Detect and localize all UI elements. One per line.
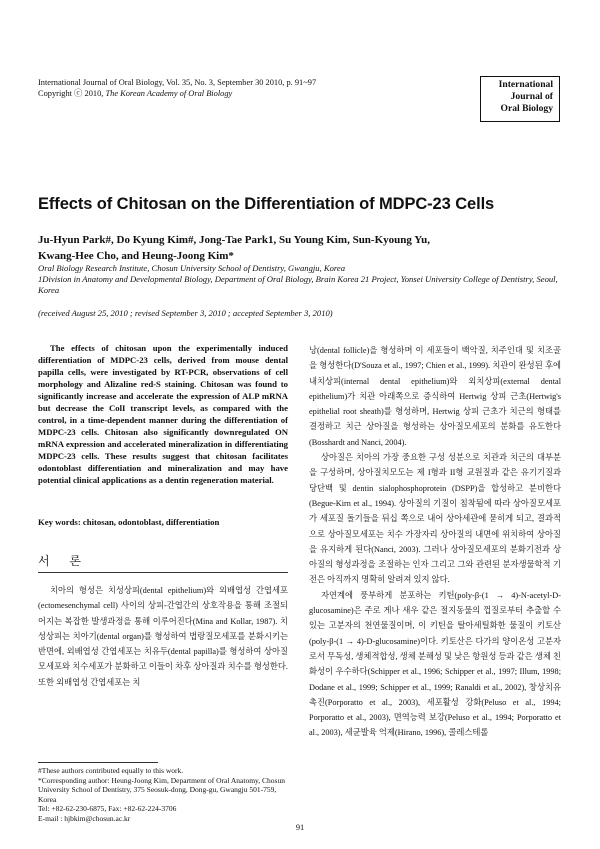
body-paragraph: 상아질은 치아의 가장 중요한 구성 성분으로 치관과 치근의 대부분을 구성하며, 상아질치모도는 제 I형과 II형 교원질과 같은 유기기질과 당단백 및 dentin sialophosphoprotein (DSPP)을 합성하고 분비한다(Begue-Kirn et al., 1994). 상아질의 기질이 침착됨에 따라 상아질모세포가 세포질 돌기들을 뒤십 쪽으로 내어 상아세관에 묻히게 되고, 결과적으로 상아질모세포는 치수 가장자리 상아질의 내면에 위치하여 상아질을 유지하게 된다(Nanci, 2003). 그러나 상아질모세포의 분화기전과 상아질의 형성과정을 조절하는 인자 그리고 그와 관련된 분자생물학적 기전은 아직까지 명확히 알려져 있지 않다. bbox=[309, 453, 561, 585]
footnote: Tel: +82-62-230-6875, Fax: +82-62-224-3706 bbox=[38, 804, 177, 814]
intro-right-column bbox=[309, 343, 561, 741]
footnote: *Corresponding author: Heung-Joong Kim, Department of Oral Anatomy, Chosun University School of Dentistry, 375 Seosuk-dong, Dong-gu, Gwangju 501-759, Korea bbox=[38, 775, 285, 804]
journal-box-line: International bbox=[498, 79, 553, 90]
journal-header bbox=[38, 77, 316, 99]
keywords: Key words: chitosan, odontoblast, differentiation bbox=[38, 517, 220, 527]
copyright-prefix: Copyright ⓒ 2010, bbox=[38, 89, 106, 98]
received-dates: (received August 25, 2010 ; revised September 3, 2010 ; accepted September 3, 2010) bbox=[38, 308, 333, 318]
footnote: #These authors contributed equally to this work. bbox=[38, 766, 184, 775]
copyright-line bbox=[38, 88, 316, 99]
journal-citation: International Journal of Oral Biology, Vol. 35, No. 3, September 30 2010, p. 91~97 bbox=[38, 78, 317, 87]
copyright-society: The Korean Academy of Oral Biology bbox=[105, 89, 233, 98]
affiliation: Oral Biology Research Institute, Chosun University School of Dentistry, Gwangju, Korea bbox=[38, 263, 346, 273]
affiliation: 1Division in Anatomy and Developmental Biology, Department of Oral Biology, Brain Korea 21 Project, Yonsei University College of Dentistry, Seoul, Korea bbox=[38, 274, 558, 296]
author-list bbox=[38, 232, 568, 264]
body-paragraph: 낭(dental follicle)을 형성하며 이 세포들이 백악질, 치주인대 및 치조골을 형성한다(D'Souza et al., 1997; Chien et al., 1999). 치관이 완성된 후에 내치상피(internal dental epithelium)와 외치상피(external dental epithelium)가 치관 아래쪽으로 증식하여 Hertwig 상피 근초(Hertwig's epithelial root sheath)를 형성하며, Hertwig 상피 근초가 치근의 형태를 결정하고 치근 상아질을 형성하는 상아질모세포의 분화를 유도한다(Bosshardt and Nanci, 2004). bbox=[309, 346, 561, 447]
footnote-email: E-mail : hjbkim@chosun.ac.kr bbox=[38, 813, 131, 823]
page-number: 91 bbox=[295, 823, 305, 832]
section-rule bbox=[38, 572, 288, 573]
footnotes bbox=[38, 766, 288, 824]
authors-line: Kwang-Hee Cho, and Heung-Joong Kim* bbox=[38, 250, 234, 262]
affiliations bbox=[38, 263, 568, 297]
body-paragraph: 자연계에 풍부하게 분포하는 키틴(poly-β-(1 → 4)-N-acetyl-D-glucosamine)은 주로 게나 새우 같은 절지동물의 껍질로부터 추출할 수 있는 고분자의 천연물질이며, 이 키틴을 탈아세틸화한 물질이 키토산(poly-β-(1 → 4)-D-glucosamine)이다. 키토산은 다가의 양이온성 고분자로서 무독성, 생체적합성, 생체 분해성 및 낮은 항원성 등과 같은 생체 친화성이 우수하다(Schipper et al., 1996; Schipper et al., 1997; Illum, 1998; Dodane et al., 1999; Schipper et al., 1999; Ranaldi et al., 2002), 창상치유 촉진(Porporatto et al., 2003), 세포활성 강화(Peluso et al., 1994; Porporatto et al., 2003), 면역능력 보강(Peluso et al., 1994; Porporatto et al., 2003), 세균발육 억제(Hirano, 1996), 콜레스테롤 bbox=[309, 590, 561, 738]
footnote-rule bbox=[38, 762, 158, 763]
journal-box-line: Oral Biology bbox=[500, 103, 553, 114]
body-paragraph: 치아의 형성은 치성상피(dental epithelium)와 외배엽성 간엽세포(ectomesenchymal cell) 사이의 상피-간엽간의 상호작용을 통해 조절되어지는 복잡한 발생과정을 통해 이루어진다(Mina and Kollar, 1987). 치성상피는 치아기(dental organ)를 형성하여 법랑질모세포를 분화시키는 반면에, 외배엽성 간엽세포는 치유두(dental papilla)를 형성하여 상아질모세포와 치수세포가 분화하고 이들이 차후 상아질과 치수를 형성한다. 또한 외배엽성 간엽세포는 치 bbox=[38, 586, 288, 687]
paper-title: Effects of Chitosan on the Differentiation of MDPC-23 Cells bbox=[38, 195, 495, 213]
section-heading: 서 론 bbox=[38, 554, 89, 568]
journal-name-box bbox=[480, 76, 560, 122]
abstract: The effects of chitosan upon the experimentally induced differentiation of MDPC-23 cells, derived from mouse dental papilla cells, were investigated by RT-PCR, observations of cell morphology and Alizaline red-S staining. Chitosan was found to significantly increase and accelerate the expression of ALP mRNA but decrease the ColI transcript levels, as compared with the control, in a time-dependent manner during the differentiation of MDPC-23 cells. Chitosan also significantly downregulated ON mRNA expression and accelerated mineralization in differentiating MDPC-23 cells. These results suggest that chitosan facilitates odontoblast differentiation and mineralization and may have potential clinical applications as a dentin regeneration material. bbox=[38, 343, 288, 485]
intro-left-column bbox=[38, 583, 288, 690]
journal-box-line: Journal of bbox=[510, 91, 553, 102]
authors-line: Ju-Hyun Park#, Do Kyung Kim#, Jong-Tae Park1, Su Young Kim, Sun-Kyoung Yu, bbox=[38, 234, 431, 246]
